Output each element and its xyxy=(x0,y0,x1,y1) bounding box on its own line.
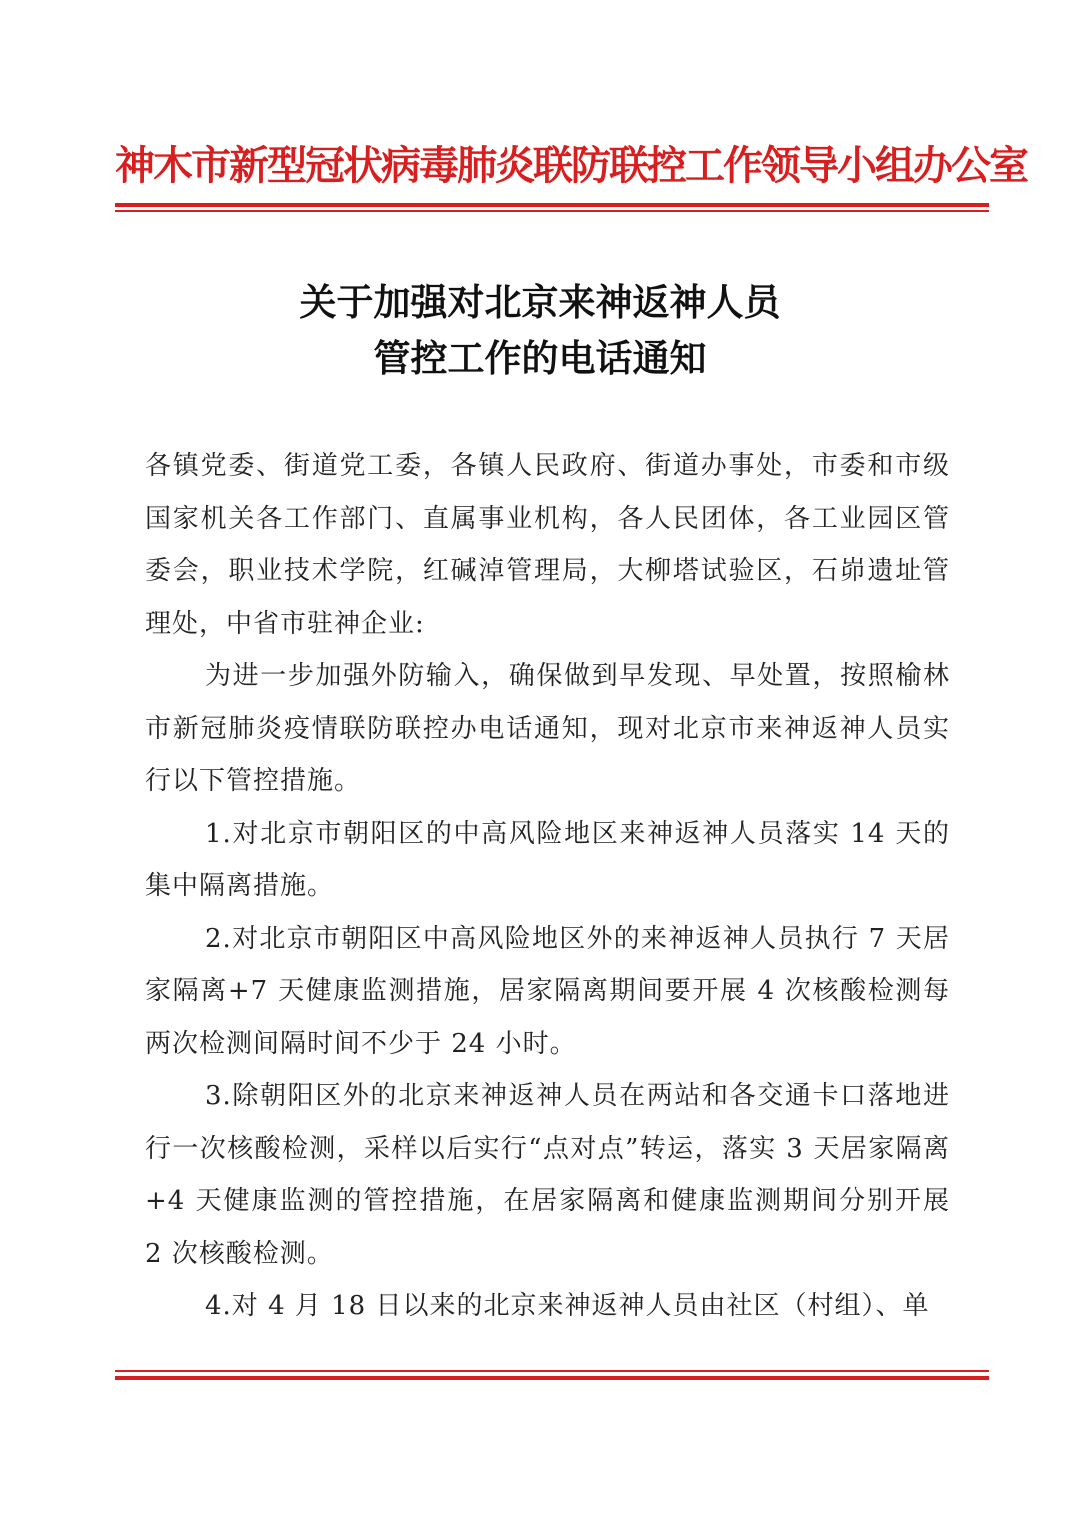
measure-item-2: 2.对北京市朝阳区中高风险地区外的来神返神人员执行 7 天居家隔离+7 天健康监测措施，居家隔离期间要开展 4 次核酸检测每两次检测间隔时间不少于 24 小时。 xyxy=(145,923,950,1059)
header-rule-thin xyxy=(115,210,989,212)
footer-rule-thin xyxy=(115,1370,989,1372)
document-title-line1: 关于加强对北京来神返神人员 xyxy=(299,280,781,324)
measure-item-1: 1.对北京市朝阳区的中高风险地区来神返神人员落实 14 天的集中隔离措施。 xyxy=(145,818,950,901)
measure-item-3: 3.除朝阳区外的北京来神返神人员在两站和各交通卡口落地进行一次核酸检测，采样以后实行“点对点”转运，落实 3 天居家隔离+4 天健康监测的管控措施，在居家隔离和健康监测期间分别开展 2 次核酸检测。 xyxy=(145,1081,950,1269)
document-title-line2: 管控工作的电话通知 xyxy=(373,336,707,380)
document-body xyxy=(145,440,950,1333)
intro-paragraph: 为进一步加强外防输入，确保做到早发现、早处置，按照榆林市新冠肺炎疫情联防联控办电话通知，现对北京市来神返神人员实行以下管控措施。 xyxy=(145,661,950,796)
salutation-paragraph: 各镇党委、街道党工委，各镇人民政府、街道办事处，市委和市级国家机关各工作部门、直属事业机构，各人民团体，各工业园区管委会，职业技术学院，红碱淖管理局，大柳塔试验区，石峁遗址管理处，中省市驻神企业: xyxy=(145,451,950,639)
issuer-heading: 神木市新型冠状病毒肺炎联防联控工作领导小组办公室 xyxy=(115,142,1027,189)
measure-item-4: 4.对 4 月 18 日以来的北京来神返神人员由社区（村组）、单 xyxy=(205,1291,930,1321)
header-rule-thick xyxy=(115,203,989,207)
footer-rule-thick xyxy=(115,1376,989,1380)
